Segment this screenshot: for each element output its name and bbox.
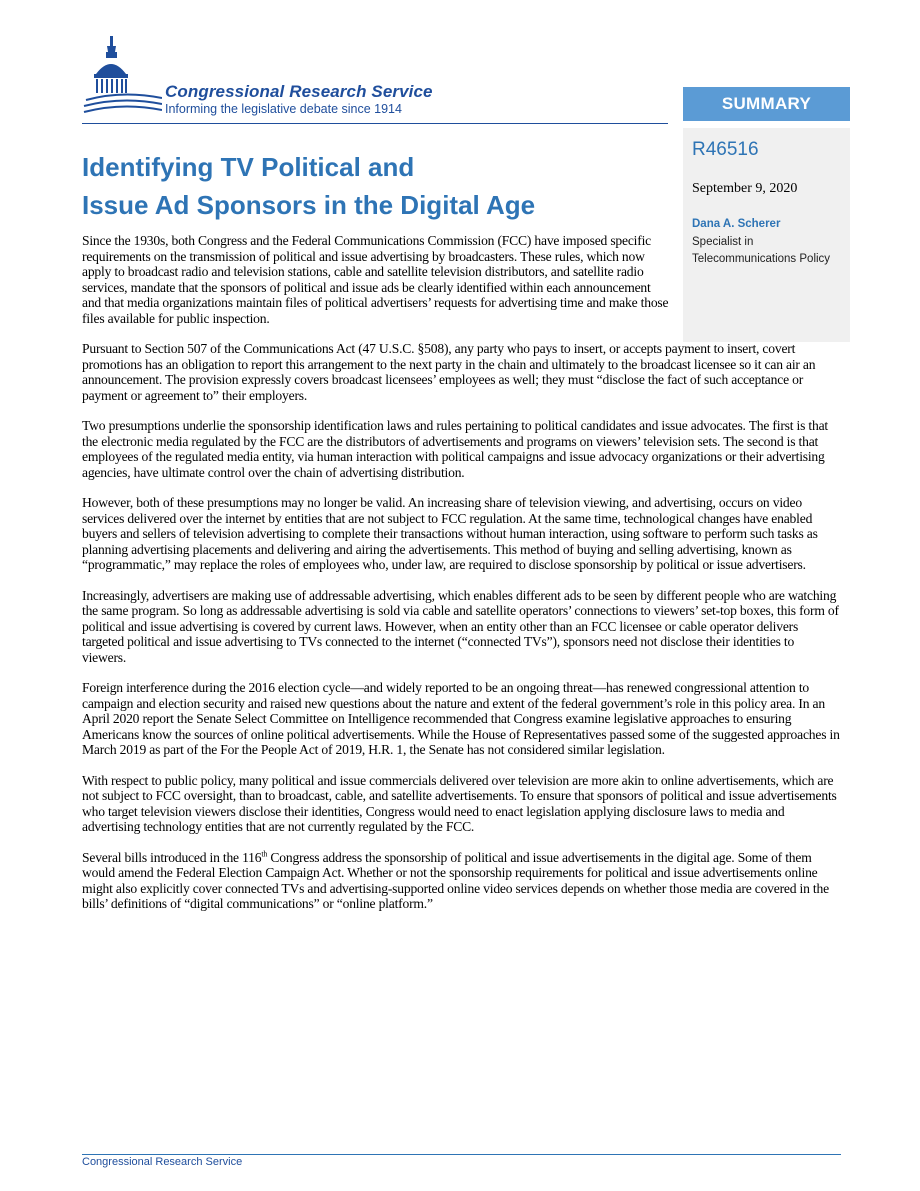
footer-divider bbox=[82, 1154, 841, 1155]
paragraph: However, both of these presumptions may no longer be valid. An increasing share of television viewing, and advertising, occurs on video services delivered over the internet by entities that are not subject to FCC regulation. At the same time, technological changes have enabled buyers and sellers of television advertising to complete their transactions without human interaction, using software to perform such tasks as planning advertising placements and delivering and airing the advertisements. This method of buying and selling advertising, known as “programmatic,” may replace the roles of employees who, under law, are required to disclose sponsorship by political or issue advertisers. bbox=[82, 495, 818, 572]
paragraph: Two presumptions underlie the sponsorship identification laws and rules pertaining to political candidates and issue advocates. The first is that the electronic media regulated by the FCC are the distributors of advertisements and programs on viewers’ television sets. The second is that employees of the regulated media entity, via human interaction with political campaigns and issue advocacy organizations or their advertising agencies, have ultimate control over the chain of advertising distribution. bbox=[82, 418, 828, 480]
header-divider bbox=[82, 123, 668, 124]
title-line-2: Issue Ad Sponsors in the Digital Age bbox=[82, 190, 536, 220]
org-tagline: Informing the legislative debate since 1914 bbox=[165, 102, 402, 116]
author-name: Dana A. Scherer bbox=[692, 218, 781, 230]
paragraph: Since the 1930s, both Congress and the Federal Communications Commission (FCC) have imposed specific requirements on the transmission of political and issue advertising by broadcasters. These rules, which now apply to broadcast radio and television stations, cable and satellite television distributors, and satellite radio services, mandate that the sponsors of political and issue ads be clearly identified within each announcement and that media organizations maintain files of political advertisers’ requests for advertising time and make those files available for public inspection. bbox=[82, 233, 669, 326]
paragraph: With respect to public policy, many political and issue commercials delivered over television are more akin to online advertisements, which are not subject to FCC oversight, than to broadcast, cable, and satellite advertisements. To ensure that sponsors of political and issue advertisements who target television viewers disclose their identities, Congress would need to enact legislation applying disclosure laws to media and advertising technology entities that are not currently regulated by the FCC. bbox=[82, 772, 837, 834]
paragraph: Foreign interference during the 2016 election cycle—and widely reported to be an ongoing threat—has renewed congressional attention to campaign and election security and raised new questions about the nature and extent of the federal government’s role in this policy area. In an April 2020 report the Senate Select Committee on Intelligence recommended that Congress examine legislative approaches to ensuring Americans know the sources of online political advertisements. While the House of Representatives passed some of the suggested approaches in March 2019 as part of the For the People Act of 2019, H.R. 1, the Senate has not considered similar legislation. bbox=[82, 680, 840, 757]
paragraph-text: Several bills introduced in the 116 bbox=[82, 849, 262, 865]
title-line-1: Identifying TV Political and bbox=[82, 152, 415, 182]
paragraph-text: Congress address the sponsorship of political and issue advertisements in the digital age. Some of them would amend the Federal Election Campaign Act. Whether or not the sponsorship requirements for political and issue advertisements online might also explicitly cover connected TVs and advertising-supported online video services depends on whether those media are covered in the bills’ definitions of “digital communications” or “online platform.” bbox=[82, 849, 829, 911]
page-title bbox=[82, 148, 642, 224]
footer-org-name: Congressional Research Service bbox=[82, 1156, 243, 1168]
author-title: Specialist in Telecommunications Policy bbox=[692, 236, 831, 265]
report-date: September 9, 2020 bbox=[692, 181, 798, 196]
summary-heading: SUMMARY bbox=[683, 87, 850, 121]
ordinal-suffix: th bbox=[261, 848, 268, 858]
paragraph: Increasingly, advertisers are making use of addressable advertising, which enables different ads to be seen by different people who are watching the same program. So long as addressable advertising is sold via cable and satellite operators’ connections to viewers’ set-top boxes, this form of political and issue advertising is covered by current laws. However, when an entity other than an FCC licensee or cable operator delivers targeted political and issue advertising to TVs connected to the internet (“connected TVs”), sponsors need not disclose their identities to viewers. bbox=[82, 587, 839, 665]
org-name: Congressional Research Service bbox=[165, 82, 433, 101]
paragraph: Pursuant to Section 507 of the Communications Act (47 U.S.C. §508), any party who pays to insert, or accepts payment to insert, covert promotions has an obligation to report this arrangement to the next party in the chain and ultimately to the broadcast licensee so it can air an announcement. The provision expressly covers broadcast licensees’ employees as well; they must “disclose the fact of such acceptance or payment or agreement to” their employers. bbox=[82, 341, 816, 403]
summary-body bbox=[82, 233, 841, 927]
report-number: R46516 bbox=[692, 139, 759, 160]
crs-logo-icon bbox=[82, 34, 162, 124]
paragraph bbox=[82, 850, 841, 912]
